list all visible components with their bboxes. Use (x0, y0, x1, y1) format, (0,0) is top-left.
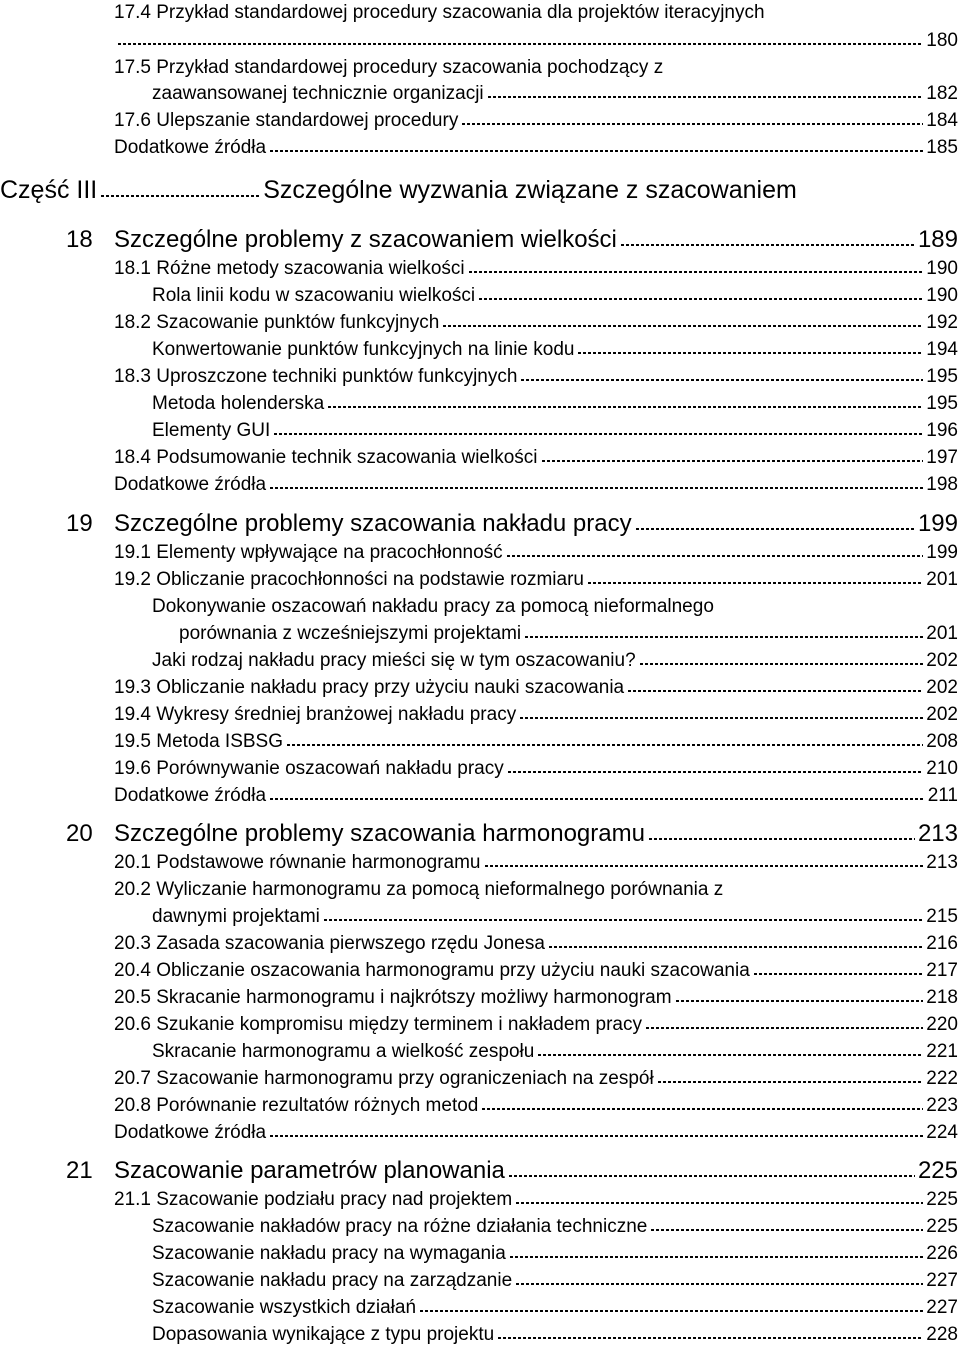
chapter-entry (114, 1155, 958, 1187)
page-number: 198 (926, 474, 958, 495)
toc-entry (114, 783, 958, 809)
entry-title: porównania z wcześniejszymi projektami (179, 623, 522, 644)
entry-title: 20.2 Wyliczanie harmonogramu za pomocą nieformalnego porównania z (114, 879, 724, 900)
dot-leader (100, 195, 260, 197)
page-number: 223 (926, 1095, 958, 1116)
entry-title: Dodatkowe źródła (114, 137, 267, 158)
part-entry (0, 172, 958, 208)
entry-title: Dodatkowe źródła (114, 785, 267, 806)
toc-entry (152, 1322, 958, 1348)
page-number: 215 (926, 906, 958, 927)
page-number: 213 (917, 820, 958, 847)
toc-entry (114, 1187, 958, 1213)
chapter-title: Szacowanie parametrów planowania (114, 1157, 505, 1184)
dot-leader (117, 43, 923, 45)
entry-title: 18.1 Różne metody szacowania wielkości (114, 258, 465, 279)
entry-title: 18.3 Uproszczone techniki punktów funkcyjnych (114, 366, 518, 387)
dot-leader (675, 1000, 924, 1002)
toc-entry (114, 310, 958, 336)
chapter-number: 20 (66, 820, 93, 847)
dot-leader (508, 1175, 915, 1177)
toc-entry (114, 675, 958, 701)
page-number: 185 (926, 137, 958, 158)
toc-entry (114, 877, 958, 903)
toc-entry (152, 418, 958, 444)
page-number: 218 (926, 987, 958, 1008)
chapter-number: 19 (66, 510, 93, 537)
dot-leader (269, 150, 923, 152)
toc-entry (114, 567, 958, 593)
toc-entry (114, 958, 958, 984)
dot-leader (548, 946, 923, 948)
dot-leader (648, 838, 915, 840)
dot-leader (524, 636, 923, 638)
entry-title: Dokonywanie oszacowań nakładu pracy za pomocą nieformalnego (152, 596, 714, 617)
toc-entry (152, 1268, 958, 1294)
entry-title: Elementy GUI (152, 420, 271, 441)
entry-title: Szacowanie nakładu pracy na wymagania (152, 1243, 506, 1264)
chapter-entry (114, 818, 958, 850)
toc-entry (114, 472, 958, 498)
dot-leader (520, 379, 923, 381)
chapter-title: Szczególne problemy z szacowaniem wielkości (114, 226, 617, 253)
toc-entry (152, 81, 958, 107)
dot-leader (515, 1202, 923, 1204)
toc-entry (152, 1214, 958, 1240)
toc-entry (152, 391, 958, 417)
entry-title: Konwertowanie punktów funkcyjnych na linie kodu (152, 339, 575, 360)
page-number: 210 (926, 758, 958, 779)
page-number: 197 (926, 447, 958, 468)
dot-leader (639, 663, 924, 665)
toc-entry (114, 55, 958, 81)
dot-leader (286, 744, 923, 746)
toc-entry (152, 594, 958, 620)
dot-leader (541, 460, 924, 462)
entry-title: 20.7 Szacowanie harmonogramu przy ograniczeniach na zespół (114, 1068, 654, 1089)
entry-title: 18.4 Podsumowanie technik szacowania wielkości (114, 447, 538, 468)
dot-leader (506, 555, 924, 557)
toc-entry (114, 108, 958, 134)
page-number: 227 (926, 1297, 958, 1318)
page-number: 182 (926, 83, 958, 104)
dot-leader (620, 244, 915, 246)
dot-leader (507, 771, 924, 773)
page-number: 180 (926, 30, 958, 51)
entry-title: 20.8 Porównanie rezultatów różnych metod (114, 1095, 479, 1116)
page-number: 226 (926, 1243, 958, 1264)
dot-leader (273, 433, 923, 435)
chapter-number: 21 (66, 1157, 93, 1184)
dot-leader (645, 1027, 923, 1029)
dot-leader (577, 352, 923, 354)
toc-entry (114, 256, 958, 282)
entry-title: Rola linii kodu w szacowaniu wielkości (152, 285, 476, 306)
toc-entry (114, 1066, 958, 1092)
entry-title: Szacowanie nakładów pracy na różne działania techniczne (152, 1216, 648, 1237)
chapter-entry (114, 508, 958, 540)
page-number: 195 (926, 366, 958, 387)
page-number: 202 (926, 704, 958, 725)
entry-title: Dodatkowe źródła (114, 474, 267, 495)
toc-entry (152, 283, 958, 309)
dot-leader (650, 1229, 923, 1231)
toc-entry (114, 1012, 958, 1038)
dot-leader (537, 1054, 923, 1056)
dot-leader (587, 582, 923, 584)
part-number: Część III (0, 176, 98, 204)
dot-leader (484, 865, 924, 867)
entry-title: 17.5 Przykład standardowej procedury szacowania pochodzący z (114, 57, 664, 78)
entry-title: 20.3 Zasada szacowania pierwszego rzędu Jonesa (114, 933, 545, 954)
dot-leader (487, 96, 924, 98)
page-number: 194 (926, 339, 958, 360)
dot-leader (478, 298, 923, 300)
entry-title: Metoda holenderska (152, 393, 325, 414)
entry-title: Skracanie harmonogramu a wielkość zespołu (152, 1041, 535, 1062)
toc-entry (114, 850, 958, 876)
dot-leader (627, 690, 923, 692)
page-number: 196 (926, 420, 958, 441)
toc-entry (152, 337, 958, 363)
page-number: 201 (926, 569, 958, 590)
page-number: 216 (926, 933, 958, 954)
entry-title: 20.5 Skracanie harmonogramu i najkrótszy możliwy harmonogram (114, 987, 672, 1008)
page-number: 189 (917, 226, 958, 253)
entry-title: Jaki rodzaj nakładu pracy mieści się w tym oszacowaniu? (152, 650, 636, 671)
page-number: 211 (927, 785, 958, 806)
page-number: 190 (926, 285, 958, 306)
toc-entry (114, 985, 958, 1011)
toc-entry (114, 28, 958, 54)
toc-entry (114, 445, 958, 471)
entry-title: 17.6 Ulepszanie standardowej procedury (114, 110, 459, 131)
page-number: 184 (926, 110, 958, 131)
toc-entry (114, 540, 958, 566)
toc-entry (114, 702, 958, 728)
dot-leader (635, 528, 915, 530)
dot-leader (419, 1310, 923, 1312)
part-title: Szczególne wyzwania związane z szacowaniem (263, 176, 797, 204)
page-number: 222 (926, 1068, 958, 1089)
dot-leader (468, 271, 924, 273)
toc-entry (179, 621, 958, 647)
page-number: 201 (926, 623, 958, 644)
page-number: 228 (926, 1324, 958, 1345)
toc-entry (152, 904, 958, 930)
page-number: 190 (926, 258, 958, 279)
entry-title: Szacowanie nakładu pracy na zarządzanie (152, 1270, 513, 1291)
toc-entry (152, 1295, 958, 1321)
dot-leader (657, 1081, 924, 1083)
dot-leader (323, 919, 923, 921)
dot-leader (327, 406, 923, 408)
entry-title: Dodatkowe źródła (114, 1122, 267, 1143)
entry-title: 19.4 Wykresy średniej branżowej nakładu pracy (114, 704, 517, 725)
toc-entry (114, 729, 958, 755)
entry-title: 20.4 Obliczanie oszacowania harmonogramu przy użyciu nauki szacowania (114, 960, 750, 981)
page-number: 202 (926, 650, 958, 671)
dot-leader (442, 325, 923, 327)
toc-entry (114, 364, 958, 390)
entry-title: 19.3 Obliczanie nakładu pracy przy użyciu nauki szacowania (114, 677, 625, 698)
page-number: 217 (926, 960, 958, 981)
page-number: 225 (926, 1216, 958, 1237)
entry-title: 18.2 Szacowanie punktów funkcyjnych (114, 312, 440, 333)
page-number: 199 (917, 510, 958, 537)
page-number: 227 (926, 1270, 958, 1291)
entry-title: 19.6 Porównywanie oszacowań nakładu pracy (114, 758, 504, 779)
entry-title: 19.5 Metoda ISBSG (114, 731, 283, 752)
dot-leader (269, 798, 925, 800)
page-number: 225 (917, 1157, 958, 1184)
dot-leader (481, 1108, 923, 1110)
page-number: 224 (926, 1122, 958, 1143)
dot-leader (753, 973, 924, 975)
toc-entry (114, 931, 958, 957)
dot-leader (461, 123, 923, 125)
chapter-number: 18 (66, 226, 93, 253)
entry-title: Szacowanie wszystkich działań (152, 1297, 417, 1318)
page-number: 221 (926, 1041, 958, 1062)
dot-leader (497, 1337, 923, 1339)
page-number: 225 (926, 1189, 958, 1210)
page-number: 192 (926, 312, 958, 333)
toc-entry (152, 1039, 958, 1065)
toc-entry (114, 1120, 958, 1146)
entry-title: 17.4 Przykład standardowej procedury szacowania dla projektów iteracyjnych (114, 2, 765, 23)
toc-entry (114, 1093, 958, 1119)
chapter-title: Szczególne problemy szacowania harmonogramu (114, 820, 645, 847)
toc-entry (152, 1241, 958, 1267)
chapter-entry (114, 224, 958, 256)
dot-leader (519, 717, 923, 719)
page-number: 220 (926, 1014, 958, 1035)
dot-leader (509, 1256, 923, 1258)
chapter-title: Szczególne problemy szacowania nakładu pracy (114, 510, 632, 537)
toc-entry (114, 756, 958, 782)
page-number: 213 (926, 852, 958, 873)
dot-leader (269, 1135, 923, 1137)
page-number: 208 (926, 731, 958, 752)
entry-title: 21.1 Szacowanie podziału pracy nad projektem (114, 1189, 513, 1210)
toc-entry (114, 0, 958, 26)
entry-title: zaawansowanej technicznie organizacji (152, 83, 484, 104)
page-number: 195 (926, 393, 958, 414)
toc-entry (114, 135, 958, 161)
entry-title: 20.6 Szukanie kompromisu między terminem i nakładem pracy (114, 1014, 642, 1035)
toc-entry (152, 648, 958, 674)
page-number: 202 (926, 677, 958, 698)
entry-title: dawnymi projektami (152, 906, 320, 927)
entry-title: 20.1 Podstawowe równanie harmonogramu (114, 852, 481, 873)
dot-leader (515, 1283, 923, 1285)
entry-title: Dopasowania wynikające z typu projektu (152, 1324, 495, 1345)
page-number: 199 (926, 542, 958, 563)
entry-title: 19.1 Elementy wpływające na pracochłonność (114, 542, 503, 563)
dot-leader (269, 487, 923, 489)
entry-title: 19.2 Obliczanie pracochłonności na podstawie rozmiaru (114, 569, 584, 590)
